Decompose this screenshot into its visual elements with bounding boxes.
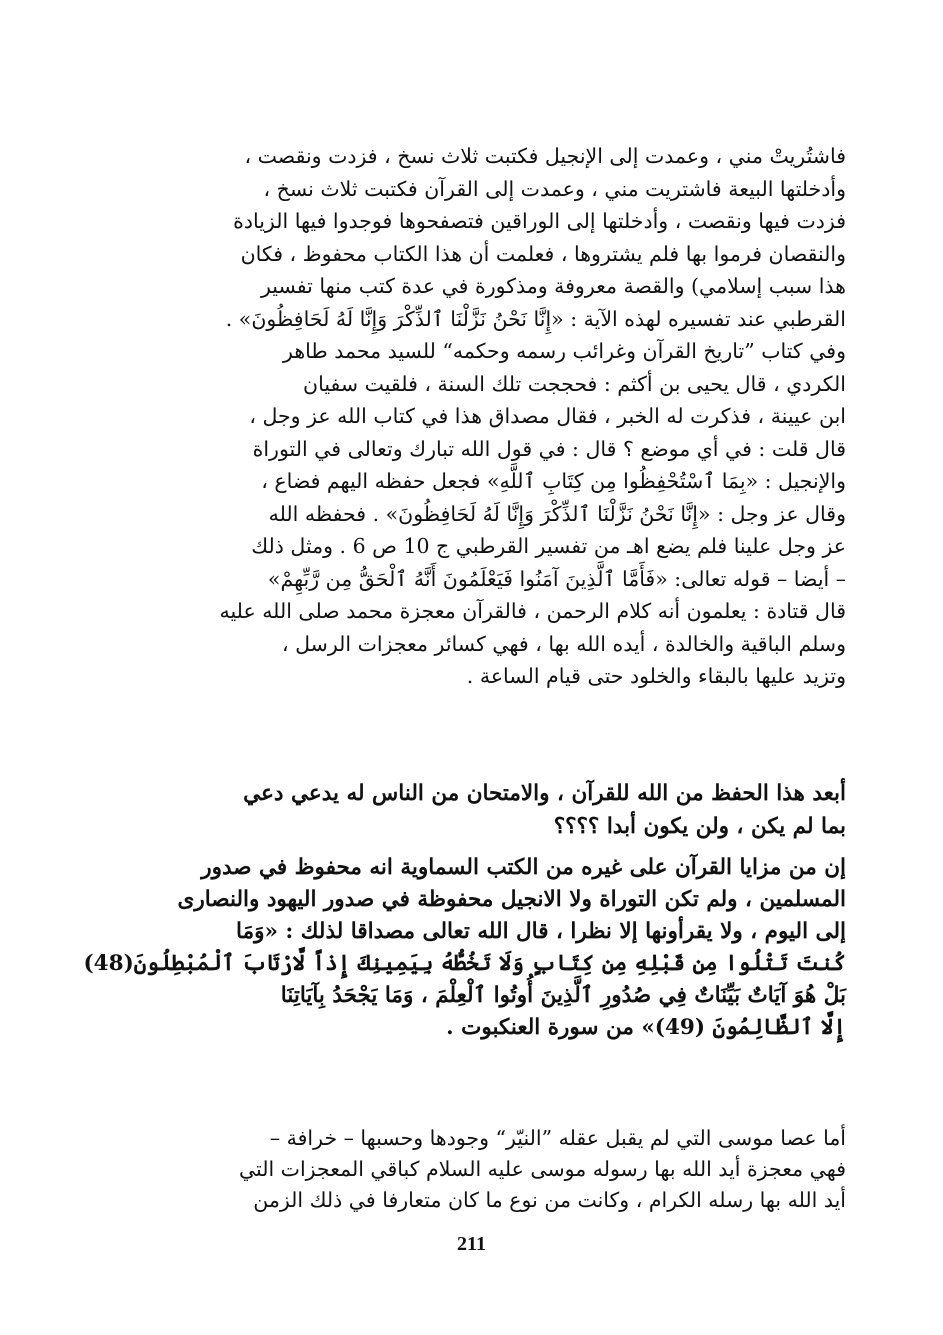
text-line: قال قلت : في أي موضع ؟ قال : في قول الله تبارك وتعالى في التوراة (252, 436, 846, 461)
text-line: فهي معجزة أيد الله بها رسوله موسى عليه السلام كباقي المعجزات التي (238, 1157, 846, 1181)
text-line: بما لم يكن ، ولن يكون أبدا ؟؟؟؟ (553, 814, 846, 839)
text-line: وسلم الباقية والخالدة ، أيده الله بها ، فهي كسائر معجزات الرسل ، (281, 631, 846, 656)
text-line: القرطبي عند تفسيره لهذه الآية : «إِنَّا نَحْنُ نَزَّلْنَا ٱلذِّكْرَ وَإِنَّا لَهُ لَحَافِظُونَ» . (225, 306, 846, 331)
text-line: قال قتادة : يعلمون أنه كلام الرحمن ، فالقرآن معجزة محمد صلى الله عليه (219, 599, 846, 623)
text-line: ابن عيينة ، فذكرت له الخبر ، فقال مصداق هذا في كتاب الله عز وجل ، (249, 404, 846, 428)
text-line: – أيضا – قوله تعالى: «فَأَمَّا ٱلَّذِينَ آمَنُوا فَيَعْلَمُونَ أَنَّهُ ٱلْحَقُّ مِن رَّبِّهِمْ» (267, 566, 846, 591)
text-line: وأدخلتها البيعة فاشتريت مني ، وعمدت إلى القرآن فكتبت ثلاث نسخ ، (263, 176, 846, 201)
text-line: وتزيد عليها بالبقاء والخلود حتى قيام الساعة . (466, 664, 846, 688)
text-line: المسلمين ، ولم تكن التوراة ولا الانجيل محفوظة في صدور اليهود والنصارى (177, 887, 846, 912)
text-line: إن من مزايا القرآن على غيره من الكتب السماوية انه محفوظ في صدور (201, 855, 846, 880)
text-line: والنقصان فرموا بها فلم يشتروها ، فعلمت أن هذا الكتاب محفوظ ، فكان (240, 241, 846, 266)
text-line: وفي كتاب ”تاريخ القرآن وغرائب رسمه وحكمه“ للسيد محمد طاهر (283, 339, 846, 363)
text-line: بَلْ هُوَ آيَاتٌ بَيِّنَاتٌ فِي صُدُورِ ٱلَّذِينَ أُوتُوا ٱلْعِلْمَ ، وَمَا يَجْحَدُ بِآيَاتِنَا (280, 983, 846, 1008)
paragraph-bold-question (150, 777, 846, 843)
paragraph-quote-context (150, 140, 846, 693)
text-line: وقال عز وجل : «إِنَّا نَحْنُ نَزَّلْنَا ٱلذِّكْرَ وَإِنَّا لَهُ لَحَافِظُونَ» . فحفظه الله (268, 501, 846, 526)
page-number: 211 (457, 1233, 486, 1255)
text-line: فاشتُريتْ مني ، وعمدت إلى الإنجيل فكتبت ثلاث نسخ ، فزدت ونقصت ، (244, 144, 846, 168)
text-line: الكردي ، قال يحيى بن أكثم : فحججت تلك السنة ، فلقيت سفيان (303, 371, 846, 396)
paragraph-moses-staff (150, 1123, 846, 1216)
text-line: هذا سبب إسلامي) والقصة معروفة ومذكورة في عدة كتب منها تفسير (261, 274, 846, 298)
text-line: والإنجيل : «بِمَا ٱسْتُحْفِظُوا مِن كِتَابِ ٱللَّهِ» فجعل حفظه اليهم فضاع ، (261, 469, 846, 493)
text-line: إلى اليوم ، ولا يقرأونها إلا نظرا ، قال الله تعالى مصداقا لذلك : «وَمَا (236, 919, 846, 944)
text-line: أيد الله بها رسله الكرام ، وكانت من نوع ما كان متعارفا في ذلك الزمن (253, 1188, 846, 1212)
text-line: إِلَّا ٱلظَّالِمُونَ (49)» من سورة العنكبوت . (446, 1015, 846, 1040)
text-line: أما عصا موسى التي لم يقبل عقله ”النيّر“ وجودها وحسبها – خرافة – (269, 1126, 846, 1150)
text-line: أبعد هذا الحفظ من الله للقرآن ، والامتحان من الناس له يدعي دعي (243, 781, 846, 806)
paragraph-bold-preservation (83, 852, 846, 1044)
text-line: كُنتَ تَتْلُوا مِن قَبْلِهِ مِن كِتَابٍ وَلَا تَخُطُّهُ بِيَمِينِكَ إِذاً لَّارْتَابَ ٱلْمُبْطِلُونَ(48) (83, 951, 846, 976)
text-line: عز وجل علينا فلم يضع اهـ من تفسير القرطبي ج 10 ص 6 . ومثل ذلك (251, 534, 846, 558)
text-line: فزدت فيها ونقصت ، وأدخلتها إلى الوراقين فتصفحوها فوجدوا فيها الزيادة (233, 209, 846, 233)
